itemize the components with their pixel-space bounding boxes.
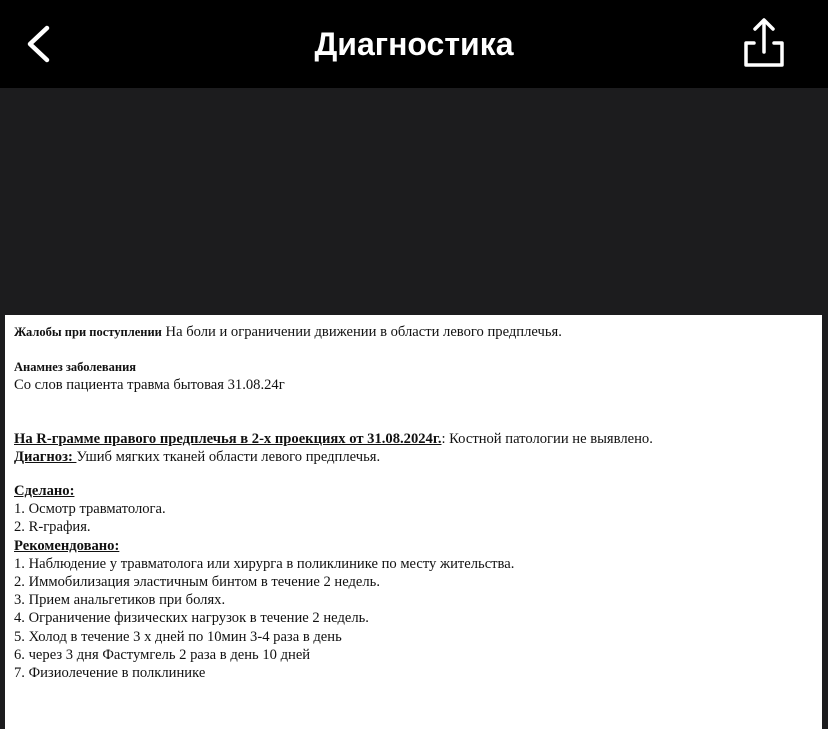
recommended-item: 4. Ограничение физических нагрузок в течение 2 недель.: [14, 610, 369, 627]
xray-label: На R-грамме правого предплечья в 2-х проекциях от 31.08.2024г.: [14, 430, 442, 447]
anamnesis-label: Анамнез заболевания: [14, 360, 137, 375]
done-label: Сделано:: [14, 483, 75, 500]
xray-text: : Костной патологии не выявлено.: [441, 430, 653, 447]
complaints-text: На боли и ограничении движении в области левого предплечья.: [161, 324, 562, 340]
recommended-heading: [14, 537, 814, 555]
recommended-item: 6. через 3 дня Фастумгель 2 раза в день 10 дней: [14, 646, 311, 663]
done-item: 2. R-графия.: [14, 519, 91, 536]
complaints-label: Жалобы при поступлении: [14, 325, 162, 339]
document-page: [5, 315, 822, 729]
chevron-left-icon: [20, 22, 60, 66]
complaints-line: [14, 323, 814, 341]
diagnosis-label: Диагноз:: [14, 448, 77, 465]
anamnesis-heading: [14, 358, 814, 376]
share-button[interactable]: [740, 16, 788, 72]
document-content: [14, 323, 814, 682]
diagnosis-text: Ушиб мягких тканей области левого предплечья.: [76, 448, 381, 465]
diagnosis-line: [14, 448, 814, 466]
page-title: Диагностика: [314, 26, 514, 62]
anamnesis-text: Со слов пациента травма бытовая 31.08.24г: [14, 377, 285, 394]
recommended-item: 2. Иммобилизация эластичным бинтом в течение 2 недель.: [14, 574, 380, 591]
xray-line: [14, 430, 814, 448]
share-icon: [740, 16, 788, 72]
done-item: 1. Осмотр травматолога.: [14, 501, 166, 518]
done-heading: [14, 482, 814, 500]
recommended-label: Рекомендовано:: [14, 537, 120, 554]
recommended-item: 1. Наблюдение у травматолога или хирурга в поликлинике по месту жительства.: [14, 555, 515, 572]
recommended-item: 7. Физиолечение в полклинике: [14, 665, 206, 682]
recommended-item: 5. Холод в течение 3 х дней по 10мин 3-4 раза в день: [14, 628, 342, 645]
back-button[interactable]: [20, 22, 60, 66]
navigation-bar: [0, 0, 828, 88]
recommended-item: 3. Прием анальгетиков при болях.: [14, 592, 226, 609]
